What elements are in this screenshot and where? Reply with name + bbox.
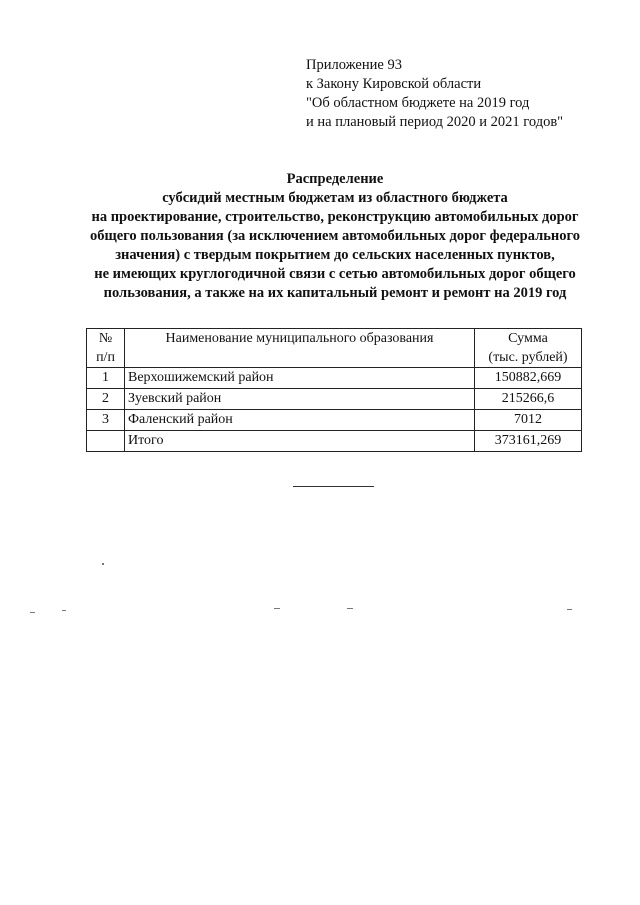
appendix-line: Приложение 93: [306, 57, 402, 73]
appendix-line: к Закону Кировской области: [306, 76, 482, 92]
row-number: 1: [87, 368, 125, 389]
row-name: Верхошижемский район: [125, 368, 475, 389]
title-line: не имеющих круглогодичной связи с сетью автомобильных дорог общего: [94, 266, 576, 282]
total-number: [87, 431, 125, 452]
header-sum: [475, 329, 582, 368]
title-line: значения) с твердым покрытием до сельских населенных пунктов,: [115, 247, 555, 263]
closing-rule: [293, 486, 374, 487]
scan-speck: [347, 608, 353, 609]
row-number: 3: [87, 410, 125, 431]
scan-speck: [30, 612, 35, 613]
scan-speck: [274, 608, 280, 609]
row-sum: 150882,669: [475, 368, 582, 389]
table-total-row: [87, 431, 582, 452]
title-line: Распределение: [286, 171, 384, 187]
header-number-line1: №: [98, 331, 113, 346]
table-header-row: [87, 329, 582, 368]
scan-speck: [62, 610, 66, 611]
table-row: [87, 389, 582, 410]
title-line: на проектирование, строительство, реконструкцию автомобильных дорог: [91, 209, 579, 225]
row-name: Зуевский район: [125, 389, 475, 410]
title-line: субсидий местным бюджетам из областного бюджета: [162, 190, 508, 206]
appendix-line: "Об областном бюджете на 2019 год: [306, 95, 530, 111]
header-number-line2: п/п: [96, 350, 115, 365]
scan-speck: [567, 609, 572, 610]
title-line: общего пользования (за исключением автомобильных дорог федерального: [90, 228, 580, 244]
appendix-line: и на плановый период 2020 и 2021 годов": [306, 114, 564, 130]
total-sum: 373161,269: [475, 431, 582, 452]
header-sum-line2: (тыс. рублей): [488, 350, 568, 365]
row-number: 2: [87, 389, 125, 410]
header-sum-line1: Сумма: [508, 331, 548, 346]
table-row: [87, 410, 582, 431]
scan-speck: [102, 563, 104, 565]
total-label: Итого: [125, 431, 475, 452]
distribution-table: [86, 328, 582, 452]
row-name: Фаленский район: [125, 410, 475, 431]
row-sum: 7012: [475, 410, 582, 431]
row-sum: 215266,6: [475, 389, 582, 410]
title-line: пользования, а также на их капитальный ремонт и ремонт на 2019 год: [103, 285, 567, 301]
header-number: [87, 329, 125, 368]
document-title: [60, 170, 610, 303]
table-row: [87, 368, 582, 389]
header-name: Наименование муниципального образования: [125, 329, 475, 368]
appendix-header: [306, 56, 563, 132]
